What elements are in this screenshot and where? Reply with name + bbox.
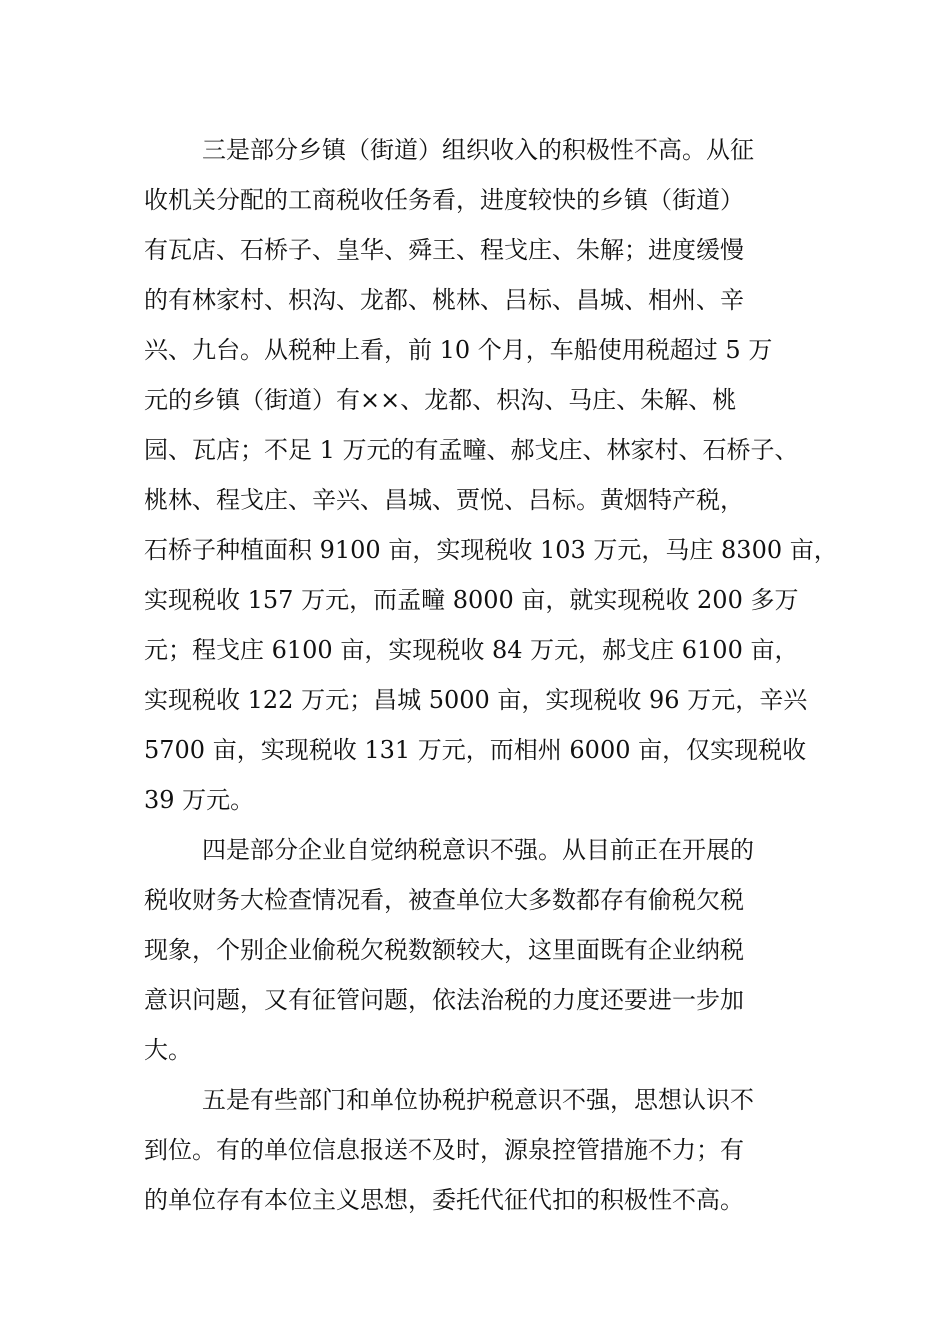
text-line: 兴、九台。从税种上看，前 10 个月，车船使用税超过 5 万 xyxy=(144,336,773,364)
text-line: 意识问题，又有征管问题，依法治税的力度还要进一步加 xyxy=(144,986,744,1014)
text-line: 元；程戈庄 6100 亩，实现税收 84 万元，郝戈庄 6100 亩， xyxy=(144,636,799,664)
text-line: 桃林、程戈庄、辛兴、昌城、贾悦、吕标。黄烟特产税， xyxy=(144,486,744,514)
text-line: 石桥子种植面积 9100 亩，实现税收 103 万元，马庄 8300 亩， xyxy=(144,536,838,564)
paragraph-5-department-cooperation xyxy=(144,1075,806,1225)
text-line: 现象，个别企业偷税欠税数额较大，这里面既有企业纳税 xyxy=(144,936,744,964)
text-line: 税收财务大检查情况看，被查单位大多数都存有偷税欠税 xyxy=(144,886,744,914)
text-line: 四是部分企业自觉纳税意识不强。从目前正在开展的 xyxy=(202,836,754,864)
text-line: 大。 xyxy=(144,1036,192,1064)
text-line: 园、瓦店；不足 1 万元的有孟疃、郝戈庄、林家村、石桥子、 xyxy=(144,436,799,464)
text-line: 实现税收 157 万元，而孟疃 8000 亩，就实现税收 200 多万 xyxy=(144,586,799,614)
text-line: 的单位存有本位主义思想，委托代征代扣的积极性不高。 xyxy=(144,1186,744,1214)
text-line: 收机关分配的工商税收任务看，进度较快的乡镇（街道） xyxy=(144,186,744,214)
text-line: 到位。有的单位信息报送不及时，源泉控管措施不力；有 xyxy=(144,1136,744,1164)
paragraph-4-enterprise-tax-awareness xyxy=(144,825,806,1075)
text-line: 5700 亩，实现税收 131 万元，而相州 6000 亩，仅实现税收 xyxy=(144,736,807,764)
text-line: 五是有些部门和单位协税护税意识不强，思想认识不 xyxy=(202,1086,754,1114)
text-line: 39 万元。 xyxy=(144,786,255,814)
paragraph-3-township-revenue xyxy=(144,125,838,825)
text-line: 实现税收 122 万元；昌城 5000 亩，实现税收 96 万元，辛兴 xyxy=(144,686,808,714)
text-line: 元的乡镇（街道）有××、龙都、枳沟、马庄、朱解、桃 xyxy=(144,386,737,414)
text-line: 的有林家村、枳沟、龙都、桃林、吕标、昌城、相州、辛 xyxy=(144,286,744,314)
text-line: 三是部分乡镇（街道）组织收入的积极性不高。从征 xyxy=(202,136,754,164)
text-line: 有瓦店、石桥子、皇华、舜王、程戈庄、朱解；进度缓慢 xyxy=(144,236,744,264)
